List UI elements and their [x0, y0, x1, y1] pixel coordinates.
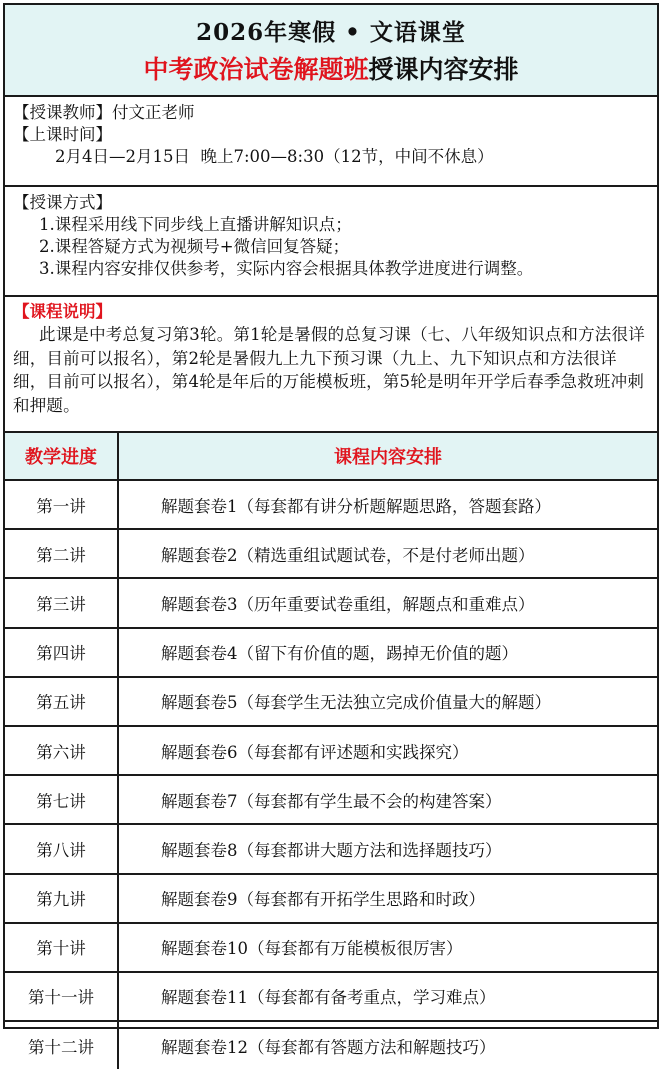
teacher-line: [13, 102, 649, 124]
table-row: [5, 726, 657, 775]
lecture-number: 第十二讲: [5, 1021, 118, 1069]
lecture-content: 解题套卷8（每套都讲大题方法和选择题技巧）: [118, 824, 657, 873]
page-title: 2026年寒假 • 文语课堂: [196, 19, 466, 46]
lecture-content: 解题套卷11（每套都有备考重点，学习难点）: [118, 972, 657, 1021]
lecture-content: 解题套卷6（每套都有评述题和实践探究）: [118, 726, 657, 775]
lecture-content: 解题套卷12（每套都有答题方法和解题技巧）: [161, 1037, 496, 1057]
notes-text: 此课是中考总复习第3轮。第1轮是暑假的总复习课（七、八年级知识点和方法很详细，目前可以报名），第2轮是暑假九上九下预习课（九上、九下知识点和方法很详细，目前可以报名），第4轮是年后的万能模板班，第5轮是明年开学后春季急救班冲刺和押题。: [13, 325, 645, 415]
teacher-time-section: [5, 97, 657, 187]
lecture-number: 第五讲: [5, 677, 118, 726]
lecture-number: 第七讲: [5, 775, 118, 824]
schedule-table: [5, 433, 657, 1069]
table-row: [5, 1021, 657, 1069]
column-header-content: 课程内容安排: [118, 433, 657, 480]
notes-label: 【课程说明】: [13, 302, 112, 321]
time-label: 【上课时间】: [13, 125, 112, 144]
notes-section: [5, 297, 657, 433]
lecture-content: 解题套卷5（每套学生无法独立完成价值量大的解题）: [118, 677, 657, 726]
lecture-content: 解题套卷4（留下有价值的题，踢掉无价值的题）: [118, 628, 657, 677]
table-row: [5, 677, 657, 726]
lecture-number: 第十讲: [5, 923, 118, 972]
lecture-number: 第八讲: [5, 824, 118, 873]
table-row: [5, 480, 657, 529]
lecture-number: 第六讲: [5, 726, 118, 775]
table-row: [5, 874, 657, 923]
schedule-header-row: [5, 433, 657, 480]
subtitle-highlight: 中考政治试卷解题班: [143, 55, 369, 84]
table-row: [5, 529, 657, 578]
page-header: [5, 5, 657, 97]
lecture-content: 解题套卷1（每套都有讲分析题解题思路，答题套路）: [118, 480, 657, 529]
lecture-number: 第九讲: [5, 874, 118, 923]
subtitle-rest: 授课内容安排: [368, 55, 519, 84]
lecture-number: 第三讲: [5, 578, 118, 627]
course-sheet: [3, 3, 659, 1057]
method-item: 2.课程答疑方式为视频号+微信回复答疑；: [39, 237, 350, 256]
lecture-number: 第四讲: [5, 628, 118, 677]
method-item: 1.课程采用线下同步线上直播讲解知识点；: [39, 215, 352, 234]
lecture-content: 解题套卷3（历年重要试卷重组，解题点和重难点）: [118, 578, 657, 627]
teacher-label: 【授课教师】: [13, 103, 112, 122]
lecture-number: 第一讲: [5, 480, 118, 529]
lecture-content: 解题套卷9（每套都有开拓学生思路和时政）: [118, 874, 657, 923]
table-row: [5, 824, 657, 873]
time-value: 2月4日—2月15日 晚上7:00—8:30（12节，中间不休息）: [55, 147, 494, 166]
column-header-progress: 教学进度: [5, 433, 118, 480]
lecture-content: 解题套卷10（每套都有万能模板很厉害）: [118, 923, 657, 972]
page-subtitle: [5, 55, 657, 85]
lecture-content: 解题套卷7（每套都有学生最不会的构建答案）: [118, 775, 657, 824]
method-label: 【授课方式】: [13, 193, 112, 212]
table-row: [5, 923, 657, 972]
table-row: [5, 775, 657, 824]
lecture-number: 第十一讲: [5, 972, 118, 1021]
table-row: [5, 628, 657, 677]
table-row: [5, 972, 657, 1021]
method-item: 3.课程内容安排仅供参考，实际内容会根据具体教学进度进行调整。: [39, 259, 534, 278]
teacher-name: 付文正老师: [112, 103, 195, 122]
lecture-number: 第二讲: [5, 529, 118, 578]
method-section: [5, 187, 657, 297]
table-row: [5, 578, 657, 627]
lecture-content: 解题套卷2（精选重组试题试卷，不是付老师出题）: [118, 529, 657, 578]
